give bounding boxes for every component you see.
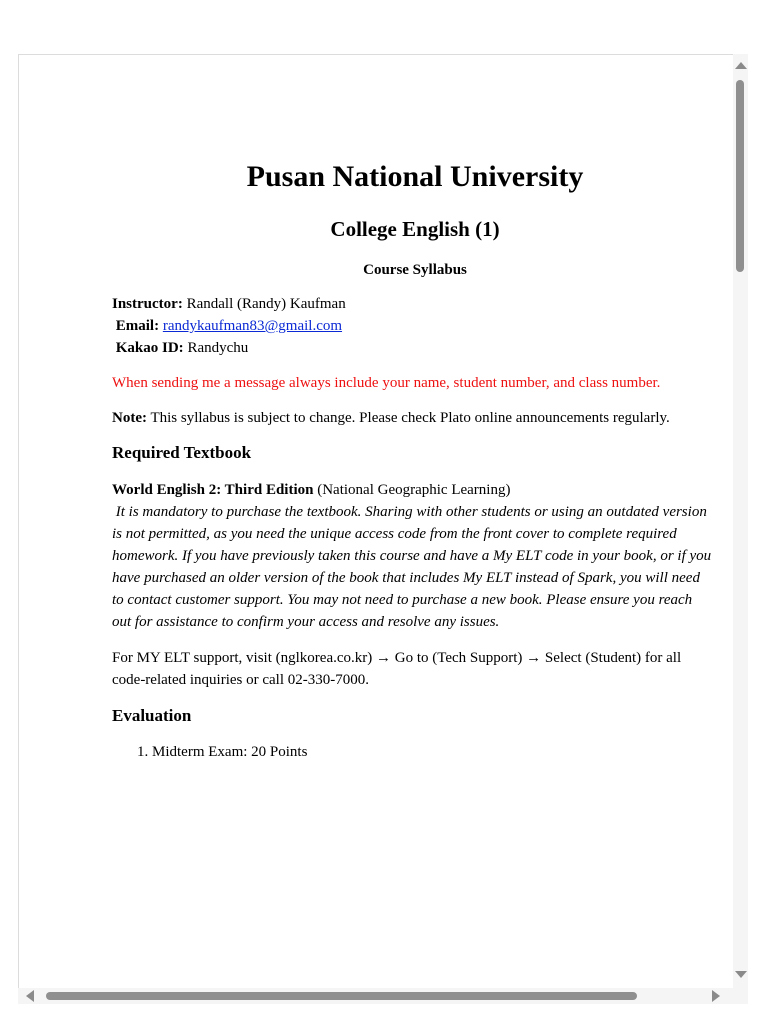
textbook-line — [112, 479, 712, 501]
kakao-id: Randychu — [187, 340, 249, 356]
course-title: College English (1) — [330, 217, 500, 241]
scroll-left-arrow-icon[interactable] — [26, 990, 34, 1002]
horizontal-scroll-thumb[interactable] — [46, 992, 637, 1000]
evaluation-list — [112, 741, 712, 763]
note-text: This syllabus is subject to change. Please check Plato online announcements regularly. — [150, 410, 670, 426]
vertical-scroll-thumb[interactable] — [736, 80, 744, 272]
email-link[interactable]: randykaufman83@gmail.com — [162, 318, 343, 334]
vertical-scrollbar[interactable] — [733, 54, 748, 988]
evaluation-item: 1. Midterm Exam: 20 Points — [152, 741, 712, 763]
textbook-publisher: (National Geographic Learning) — [317, 482, 511, 498]
textbook-heading: Required Textbook — [112, 443, 252, 462]
email-line — [112, 315, 712, 337]
email-label: Email: — [115, 318, 160, 334]
kakao-label: Kakao ID: — [115, 340, 184, 356]
kakao-line — [112, 337, 712, 359]
instructor-line — [112, 293, 712, 315]
note-line — [112, 407, 712, 429]
university-title: Pusan National University — [246, 160, 584, 193]
scroll-down-arrow-icon[interactable] — [735, 971, 747, 978]
syllabus-subtitle: Course Syllabus — [363, 262, 467, 278]
document-viewport — [18, 54, 733, 989]
scroll-up-arrow-icon[interactable] — [735, 62, 747, 69]
textbook-section — [112, 479, 712, 633]
instructor-name: Randall (Randy) Kaufman — [186, 296, 346, 312]
scrollbar-corner — [733, 988, 748, 1004]
contact-info — [112, 293, 712, 359]
message-notice: When sending me a message always include your name, student number, and class number. — [112, 375, 661, 391]
evaluation-list-wrap — [112, 741, 712, 763]
scroll-right-arrow-icon[interactable] — [712, 990, 720, 1002]
instructor-label: Instructor: — [112, 296, 183, 312]
note-label: Note: — [112, 410, 147, 426]
textbook-warning-text: It is mandatory to purchase the textbook. Sharing with other students or using an outdated version is not permitted, as you need the unique access code from the front cover to complete required homework. If you have previously taken this course and have a My ELT code in your book, or if you have purchased an older version of the book that includes My ELT instead of Spark, you will need to contact customer support. You may not need to purchase a new book. Please ensure you reach out for assistance to confirm your access and resolve any issues. — [112, 504, 712, 630]
textbook-title: World English 2: Third Edition — [112, 482, 314, 498]
evaluation-heading: Evaluation — [112, 706, 192, 725]
textbook-warning — [112, 501, 712, 633]
horizontal-scrollbar[interactable] — [18, 988, 733, 1004]
support-info: For MY ELT support, visit (nglkorea.co.kr) → Go to (Tech Support) → Select (Student) for all code-related inquiries or call 02-330-7000. — [112, 650, 682, 688]
